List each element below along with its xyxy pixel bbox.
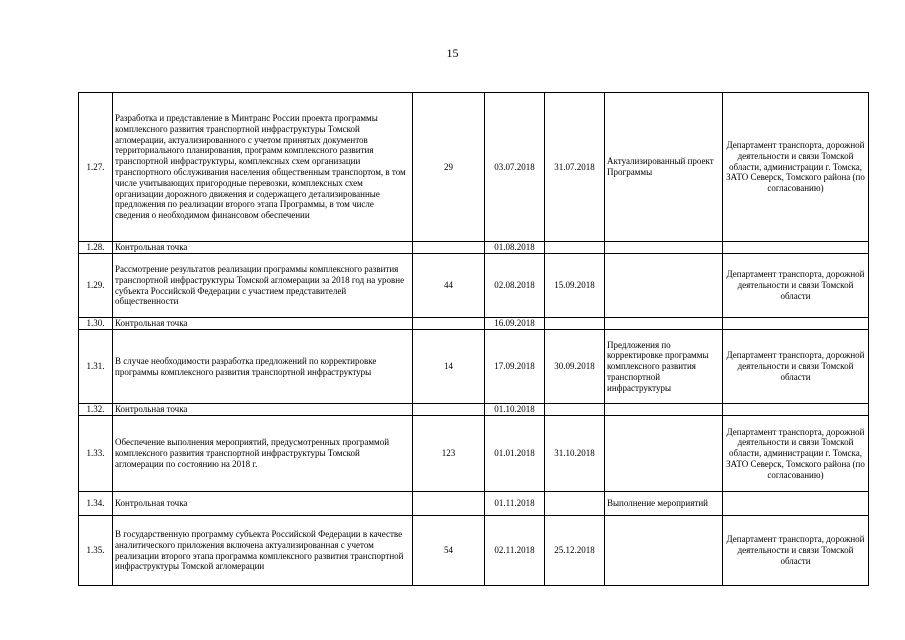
result [605, 516, 723, 586]
end-date [545, 492, 605, 516]
responsible [723, 492, 869, 516]
table-row [79, 242, 869, 254]
result [605, 254, 723, 318]
end-date [545, 318, 605, 330]
table-row [79, 93, 869, 242]
duration-days: 54 [413, 516, 485, 586]
result: Актуализированный проект Программы [605, 93, 723, 242]
start-date: 01.11.2018 [485, 492, 545, 516]
start-date: 17.09.2018 [485, 330, 545, 404]
table-row [79, 492, 869, 516]
row-number: 1.27. [79, 93, 113, 242]
row-number: 1.31. [79, 330, 113, 404]
responsible [723, 242, 869, 254]
task-description: Контрольная точка [113, 492, 413, 516]
end-date: 25.12.2018 [545, 516, 605, 586]
start-date: 16.09.2018 [485, 318, 545, 330]
responsible [723, 404, 869, 416]
task-description: Разработка и представление в Минтранс России проекта программы комплексного развития транспортной инфраструктуры Томской агломерации, актуализированного с учетом принятых документов территориального планирования, программ комплексного развития транспортной инфраструктуры, комплексных схем организации транспортного обслуживания населения общественным транспортом, в том числе учитывающих пригородные перевозки, комплексных схем организации дорожного движения и содержащего детализированные предложения по реализации второго этапа Программы, в том числе сведения о необходимом финансовом обеспечении [113, 93, 413, 242]
end-date: 31.10.2018 [545, 416, 605, 492]
task-description: В случае необходимости разработка предложений по корректировке программы комплексного развития транспортной инфраструктуры [113, 330, 413, 404]
duration-days: 14 [413, 330, 485, 404]
end-date [545, 404, 605, 416]
start-date: 02.08.2018 [485, 254, 545, 318]
table-row [79, 330, 869, 404]
duration-days: 123 [413, 416, 485, 492]
start-date: 01.10.2018 [485, 404, 545, 416]
duration-days [413, 242, 485, 254]
end-date [545, 242, 605, 254]
task-description: Контрольная точка [113, 404, 413, 416]
result [605, 318, 723, 330]
duration-days [413, 318, 485, 330]
responsible [723, 318, 869, 330]
result [605, 416, 723, 492]
table-row [79, 254, 869, 318]
end-date: 15.09.2018 [545, 254, 605, 318]
start-date: 01.01.2018 [485, 416, 545, 492]
end-date: 30.09.2018 [545, 330, 605, 404]
duration-days: 44 [413, 254, 485, 318]
table-row [79, 318, 869, 330]
row-number: 1.30. [79, 318, 113, 330]
result [605, 404, 723, 416]
start-date: 01.08.2018 [485, 242, 545, 254]
duration-days: 29 [413, 93, 485, 242]
task-description: Обеспечение выполнения мероприятий, предусмотренных программой комплексного развития транспортной инфраструктуры Томской агломерации по состоянию на 2018 г. [113, 416, 413, 492]
page-number: 15 [446, 46, 459, 60]
start-date: 03.07.2018 [485, 93, 545, 242]
row-number: 1.32. [79, 404, 113, 416]
schedule-table [78, 92, 869, 586]
result [605, 242, 723, 254]
task-description: Рассмотрение результатов реализации программы комплексного развития транспортной инфраструктуры Томской агломерации за 2018 год на уровне субъекта Российской Федерации с участием представителей общественности [113, 254, 413, 318]
table-row [79, 404, 869, 416]
table-row [79, 516, 869, 586]
row-number: 1.35. [79, 516, 113, 586]
responsible: Департамент транспорта, дорожной деятельности и связи Томской области, администрации г. Томска, ЗАТО Северск, Томского района (по согласованию) [723, 93, 869, 242]
start-date: 02.11.2018 [485, 516, 545, 586]
responsible: Департамент транспорта, дорожной деятельности и связи Томской области [723, 254, 869, 318]
row-number: 1.34. [79, 492, 113, 516]
duration-days [413, 492, 485, 516]
task-description: Контрольная точка [113, 242, 413, 254]
row-number: 1.28. [79, 242, 113, 254]
end-date: 31.07.2018 [545, 93, 605, 242]
responsible: Департамент транспорта, дорожной деятельности и связи Томской области [723, 516, 869, 586]
task-description: Контрольная точка [113, 318, 413, 330]
result: Предложения по корректировке программы комплексного развития транспортной инфраструктуры [605, 330, 723, 404]
duration-days [413, 404, 485, 416]
responsible: Департамент транспорта, дорожной деятельности и связи Томской области [723, 330, 869, 404]
task-description: В государственную программу субъекта Российской Федерации в качестве аналитического приложения включена актуализированная с учетом реализации второго этапа программа комплексного развития транспортной инфраструктуры Томской агломерации [113, 516, 413, 586]
row-number: 1.29. [79, 254, 113, 318]
responsible: Департамент транспорта, дорожной деятельности и связи Томской области, администрации г. Томска, ЗАТО Северск, Томского района (по согласованию) [723, 416, 869, 492]
table-row [79, 416, 869, 492]
result: Выполнение мероприятий [605, 492, 723, 516]
row-number: 1.33. [79, 416, 113, 492]
